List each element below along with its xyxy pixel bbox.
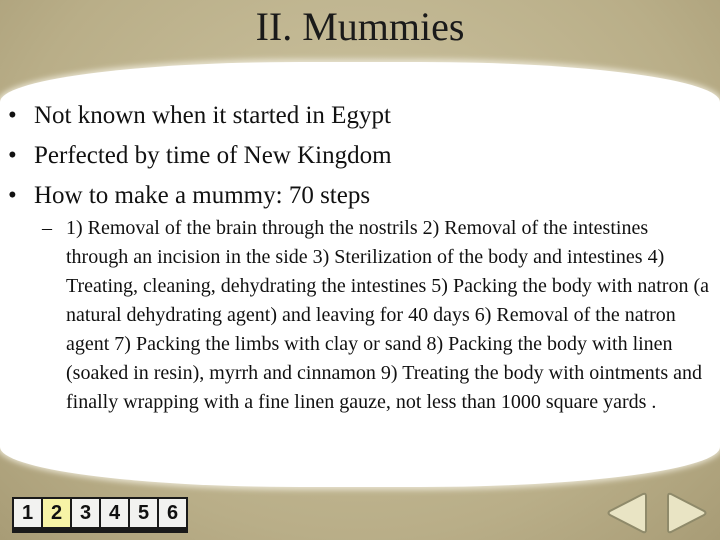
- bullet-item: • Not known when it started in Egypt: [8, 96, 392, 136]
- slide-number-button-5[interactable]: 5: [130, 499, 157, 527]
- sub-bullet: [42, 214, 714, 417]
- slide-number-button-6[interactable]: 6: [159, 499, 186, 527]
- slide-number-button-1[interactable]: 1: [14, 499, 41, 527]
- triangle-left-icon: [604, 492, 650, 534]
- bullet-item: • Perfected by time of New Kingdom: [8, 136, 392, 176]
- next-slide-button[interactable]: [664, 492, 710, 534]
- previous-slide-button[interactable]: [604, 492, 650, 534]
- slide-number-button-4[interactable]: 4: [101, 499, 128, 527]
- bullet-list: [8, 96, 392, 216]
- slide-number-nav: [12, 497, 188, 533]
- slide-title: II. Mummies: [255, 4, 465, 49]
- triangle-right-icon: [664, 492, 710, 534]
- sub-bullet-text: 1) Removal of the brain through the nostrils 2) Removal of the intestines through an incision in the side 3) Sterilization of the body and intestines 4) Treating, cleaning, dehydrating the intestines 5) Packing the body with natron (a natural dehydrating agent) and leaving for 40 days 6) Removal of the natron agent 7) Packing the limbs with clay or sand 8) Packing the body with linen (soaked in resin), myrrh and cinnamon 9) Treating the body with ointments and finally wrapping with a fine linen gauze, not less than 1000 square yards .: [66, 217, 710, 413]
- sub-bullet-dash: –: [42, 217, 52, 239]
- bullet-item: • How to make a mummy: 70 steps: [8, 176, 392, 216]
- slide-number-button-3[interactable]: 3: [72, 499, 99, 527]
- slide-number-button-2[interactable]: 2: [43, 499, 70, 527]
